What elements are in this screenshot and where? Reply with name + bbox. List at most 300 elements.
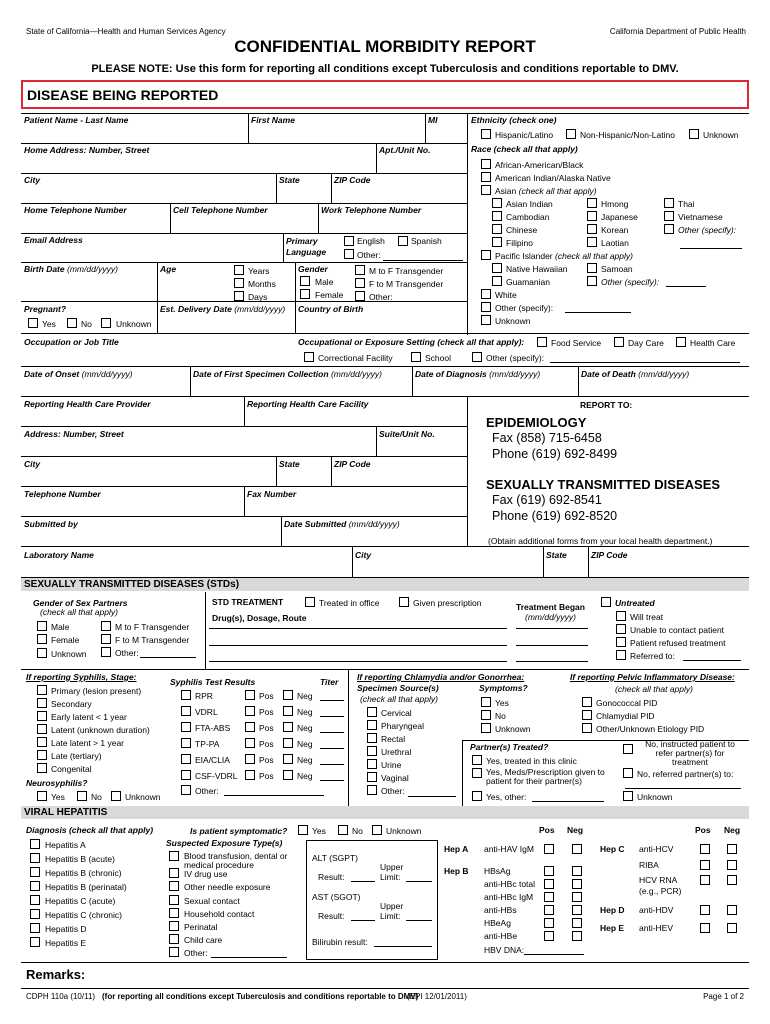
ast-label: AST (SGOT) xyxy=(312,892,361,902)
treatment-began-fmt: (mm/dd/yyyy) xyxy=(525,612,576,622)
date-of-onset: Date of Onset (mm/dd/yyyy) xyxy=(24,369,133,379)
exp-iv-checkbox[interactable] xyxy=(169,868,179,878)
symptoms-unknown-checkbox[interactable] xyxy=(481,723,491,733)
rectal: Rectal xyxy=(381,734,406,744)
exp-iv: IV drug use xyxy=(184,869,228,879)
hep-b-perinatal-checkbox[interactable] xyxy=(30,881,40,891)
referred-checkbox[interactable] xyxy=(616,650,626,660)
anti-hev-pos-checkbox[interactable] xyxy=(700,923,710,933)
race-other: Other (specify): xyxy=(495,303,554,313)
hep-e-checkbox[interactable] xyxy=(30,937,40,947)
samoan: Samoan xyxy=(601,264,633,274)
yes-clinic: Yes, treated in this clinic xyxy=(486,756,577,766)
tp-pa-neg-checkbox[interactable] xyxy=(283,738,293,748)
no-instructed-checkbox[interactable] xyxy=(623,744,633,754)
race-unknown: Unknown xyxy=(495,316,531,326)
given-rx-checkbox[interactable] xyxy=(399,597,409,607)
lab-city: City xyxy=(355,550,372,560)
riba-pos-checkbox[interactable] xyxy=(700,860,710,870)
symptoms-yes: Yes xyxy=(495,698,509,708)
filipino-checkbox[interactable] xyxy=(492,237,502,247)
riba: RIBA xyxy=(639,860,659,870)
native-checkbox[interactable] xyxy=(481,172,491,182)
referred: Referred to: xyxy=(630,651,675,661)
hcv-rna-neg-checkbox[interactable] xyxy=(727,875,737,885)
partner-unknown: Unknown xyxy=(51,649,87,659)
native: American Indian/Alaska Native xyxy=(495,173,611,183)
home-telephone: Home Telephone Number xyxy=(24,205,127,215)
asian-other-checkbox[interactable] xyxy=(664,224,674,234)
occ-school-checkbox[interactable] xyxy=(411,352,421,362)
std-treatment: STD TREATMENT xyxy=(212,597,284,607)
unable-contact: Unable to contact patient xyxy=(630,625,725,635)
hep-c-acute: Hepatitis C (acute) xyxy=(45,896,116,906)
anti-hbe-pos-checkbox[interactable] xyxy=(544,931,554,941)
pacific-checkbox[interactable] xyxy=(481,250,491,260)
gender-partners-note: (check all that apply) xyxy=(40,607,118,617)
anti-hbc-igm-neg-checkbox[interactable] xyxy=(572,892,582,902)
gono-pid-checkbox[interactable] xyxy=(582,697,592,707)
occ-daycare: Day Care xyxy=(628,338,664,348)
hep-a-checkbox[interactable] xyxy=(30,839,40,849)
yes-meds: Yes, Meds/Prescription given to patient for their partner(s) xyxy=(486,767,605,786)
occ-health-checkbox[interactable] xyxy=(676,337,686,347)
eia-clia-neg-checkbox[interactable] xyxy=(283,754,293,764)
hep-d: Hepatitis D xyxy=(45,924,87,934)
treatment-began: Treatment Began xyxy=(516,602,585,612)
ethnicity-unknown-checkbox[interactable] xyxy=(689,129,699,139)
asian-other: Other (specify): xyxy=(678,225,737,235)
hepatitis-section-header: VIRAL HEPATITIS xyxy=(21,806,749,819)
home-address: Home Address: Number, Street xyxy=(24,145,150,155)
symptoms-no: No xyxy=(495,711,506,721)
ethnicity-label: Ethnicity (check one) xyxy=(471,115,557,125)
specimen-note: (check all that apply) xyxy=(360,694,438,704)
no-referred-checkbox[interactable] xyxy=(623,768,633,778)
agency-left: State of California—Health and Human Services Agency xyxy=(26,27,226,36)
epidemiology-phone: Phone (619) 692-8499 xyxy=(492,447,618,461)
exp-other-checkbox[interactable] xyxy=(169,947,179,957)
urine-checkbox[interactable] xyxy=(367,759,377,769)
gono-pid: Gonococcal PID xyxy=(596,698,658,708)
age-days-checkbox[interactable] xyxy=(234,291,244,301)
csf-vdrl-neg-checkbox[interactable] xyxy=(283,770,293,780)
hbeag-neg-checkbox[interactable] xyxy=(572,918,582,928)
gender-male-checkbox[interactable] xyxy=(300,276,310,286)
fta-abs-checkbox[interactable] xyxy=(181,722,191,732)
rpr-pos-checkbox[interactable] xyxy=(245,690,255,700)
age-years-checkbox[interactable] xyxy=(234,265,244,275)
occ-food-checkbox[interactable] xyxy=(537,337,547,347)
provider-telephone: Telephone Number xyxy=(24,489,101,499)
vdrl-neg-checkbox[interactable] xyxy=(283,706,293,716)
std-phone: Phone (619) 692-8520 xyxy=(492,509,618,523)
will-treat-checkbox[interactable] xyxy=(616,611,626,621)
symptoms: Symptoms? xyxy=(479,683,528,693)
exp-needle-checkbox[interactable] xyxy=(169,881,179,891)
anti-hdv-neg-checkbox[interactable] xyxy=(727,905,737,915)
exp-perinatal: Perinatal xyxy=(184,922,218,932)
rectal-checkbox[interactable] xyxy=(367,733,377,743)
symptoms-no-checkbox[interactable] xyxy=(481,710,491,720)
vietnamese-checkbox[interactable] xyxy=(664,211,674,221)
lang-spanish-checkbox[interactable] xyxy=(398,236,408,246)
neuro-no: No xyxy=(91,792,102,802)
refused-checkbox[interactable] xyxy=(616,637,626,647)
japanese-checkbox[interactable] xyxy=(587,211,597,221)
patient-zip: ZIP Code xyxy=(334,175,371,185)
will-treat: Will treat xyxy=(630,612,664,622)
occupational-setting: Occupational or Exposure Setting (check all that apply): xyxy=(298,337,525,347)
hbeag-pos-checkbox[interactable] xyxy=(544,918,554,928)
anti-hav-pos-checkbox[interactable] xyxy=(544,844,554,854)
exp-perinatal-checkbox[interactable] xyxy=(169,921,179,931)
secondary-checkbox[interactable] xyxy=(37,698,47,708)
reporting-provider: Reporting Health Care Provider xyxy=(24,399,151,409)
native-hawaiian-checkbox[interactable] xyxy=(492,263,502,273)
gender-female-checkbox[interactable] xyxy=(300,289,310,299)
other-pid-checkbox[interactable] xyxy=(582,723,592,733)
fta-abs-pos-checkbox[interactable] xyxy=(245,722,255,732)
partner-ftm-checkbox[interactable] xyxy=(101,634,111,644)
syphilis-stage: If reporting Syphilis, Stage: xyxy=(26,672,137,682)
partner-male-checkbox[interactable] xyxy=(37,621,47,631)
rpr-neg-checkbox[interactable] xyxy=(283,690,293,700)
hep-diagnosis: Diagnosis (check all that apply) xyxy=(26,825,154,835)
chlamydia-pid-checkbox[interactable] xyxy=(582,710,592,720)
pid-note: (check all that apply) xyxy=(615,684,693,694)
neuro-unknown-checkbox[interactable] xyxy=(111,791,121,801)
pcr: (e.g., PCR) xyxy=(639,886,682,896)
cambodian: Cambodian xyxy=(506,212,550,222)
submitted-by: Submitted by xyxy=(24,519,78,529)
exp-needle: Other needle exposure xyxy=(184,882,271,892)
cervical-checkbox[interactable] xyxy=(367,707,377,717)
lang-other: Other: xyxy=(357,250,381,260)
yes-meds-checkbox[interactable] xyxy=(472,768,482,778)
tp-pa-pos-checkbox[interactable] xyxy=(245,738,255,748)
hep-e-label: Hep E xyxy=(600,923,625,933)
hbsag-neg-checkbox[interactable] xyxy=(572,866,582,876)
anti-hbc-total-pos-checkbox[interactable] xyxy=(544,879,554,889)
yes-clinic-checkbox[interactable] xyxy=(472,755,482,765)
secondary-stage: Secondary xyxy=(51,699,92,709)
untreated: Untreated xyxy=(615,598,655,608)
primary-checkbox[interactable] xyxy=(37,685,47,695)
chlamydia-pid: Chlamydial PID xyxy=(596,711,655,721)
hispanic: Hispanic/Latino xyxy=(495,130,554,140)
race-other-checkbox[interactable] xyxy=(481,302,491,312)
yes-other-checkbox[interactable] xyxy=(472,791,482,801)
exp-sexual-checkbox[interactable] xyxy=(169,895,179,905)
hep-neg-header-2: Neg xyxy=(724,825,741,835)
patient-state: State xyxy=(279,175,300,185)
gender: Gender xyxy=(298,264,328,274)
symptomatic-no-checkbox[interactable] xyxy=(338,825,348,835)
anti-hdv-pos-checkbox[interactable] xyxy=(700,905,710,915)
ethnicity-unknown: Unknown xyxy=(703,130,739,140)
gender-male: Male xyxy=(315,277,334,287)
vdrl-pos: Pos xyxy=(259,707,274,717)
anti-hcv-pos-checkbox[interactable] xyxy=(700,844,710,854)
fta-abs-neg: Neg xyxy=(297,723,313,733)
age-years: Years xyxy=(248,266,270,276)
urethral-checkbox[interactable] xyxy=(367,746,377,756)
guamanian-checkbox[interactable] xyxy=(492,276,502,286)
provider-zip: ZIP Code xyxy=(334,459,371,469)
pharyngeal-checkbox[interactable] xyxy=(367,720,377,730)
anti-hbc-igm-pos-checkbox[interactable] xyxy=(544,892,554,902)
tp-pa-checkbox[interactable] xyxy=(181,738,191,748)
alt-limit: Limit: xyxy=(380,872,401,882)
age-days: Days xyxy=(248,292,268,302)
remarks: Remarks: xyxy=(26,967,86,982)
asian-checkbox[interactable] xyxy=(481,185,491,195)
eia-clia-test: EIA/CLIA xyxy=(195,755,230,765)
std-title: SEXUALLY TRANSMITTED DISEASES xyxy=(486,477,721,492)
occ-correctional: Correctional Facility xyxy=(318,353,393,363)
reporting-facility: Reporting Health Care Facility xyxy=(247,399,369,409)
hep-b-perinatal: Hepatitis B (perinatal) xyxy=(45,882,127,892)
cambodian-checkbox[interactable] xyxy=(492,211,502,221)
neurosyphilis: Neurosyphilis? xyxy=(26,778,88,788)
korean-checkbox[interactable] xyxy=(587,224,597,234)
hcv-rna-pos-checkbox[interactable] xyxy=(700,875,710,885)
std-section-header: SEXUALLY TRANSMITTED DISEASES (STDs) xyxy=(21,578,749,591)
partner-male: Male xyxy=(51,622,70,632)
age: Age xyxy=(160,264,177,274)
partner-unknown-checkbox[interactable] xyxy=(37,648,47,658)
symptomatic-unknown-checkbox[interactable] xyxy=(372,825,382,835)
african: African-American/Black xyxy=(495,160,584,170)
specimen-other-checkbox[interactable] xyxy=(367,785,377,795)
latent-unknown-checkbox[interactable] xyxy=(37,724,47,734)
rpr-neg: Neg xyxy=(297,691,313,701)
email-address: Email Address xyxy=(24,235,83,245)
hispanic-checkbox[interactable] xyxy=(481,129,491,139)
syphilis-results: Syphilis Test Results xyxy=(170,677,256,687)
vdrl-test: VDRL xyxy=(195,707,218,717)
exposure-type: Suspected Exposure Type(s) xyxy=(166,838,283,848)
country-of-birth: Country of Birth xyxy=(298,304,364,314)
late-tertiary-checkbox[interactable] xyxy=(37,750,47,760)
csf-vdrl-neg: Neg xyxy=(297,771,313,781)
symptoms-yes-checkbox[interactable] xyxy=(481,697,491,707)
gender-ftm-checkbox[interactable] xyxy=(355,278,365,288)
hep-b-acute-checkbox[interactable] xyxy=(30,853,40,863)
drugs-dosage: Drug(s), Dosage, Route xyxy=(212,613,307,623)
eia-clia-checkbox[interactable] xyxy=(181,754,191,764)
yes-other: Yes, other: xyxy=(486,792,527,802)
specimen-other: Other: xyxy=(381,786,405,796)
pid-title: If reporting Pelvic Inflammatory Disease: xyxy=(570,672,735,682)
partners-unknown-checkbox[interactable] xyxy=(623,791,633,801)
treated-office-checkbox[interactable] xyxy=(305,597,315,607)
pacific: Pacific Islander (check all that apply) xyxy=(495,251,633,261)
symptomatic: Is patient symptomatic? xyxy=(190,826,288,836)
korean: Korean xyxy=(601,225,629,235)
no-instructed: No, instructed patient to refer partner(s) for treatment xyxy=(645,739,735,767)
hep-c-acute-checkbox[interactable] xyxy=(30,895,40,905)
samoan-checkbox[interactable] xyxy=(587,263,597,273)
anti-hbe-neg-checkbox[interactable] xyxy=(572,931,582,941)
urethral: Urethral xyxy=(381,747,412,757)
lang-spanish: Spanish xyxy=(411,236,442,246)
rpr-checkbox[interactable] xyxy=(181,690,191,700)
vaginal-checkbox[interactable] xyxy=(367,772,377,782)
neuro-yes: Yes xyxy=(51,792,65,802)
date-of-diagnosis: Date of Diagnosis (mm/dd/yyyy) xyxy=(415,369,541,379)
occ-school: School xyxy=(425,353,451,363)
symptomatic-yes: Yes xyxy=(312,826,326,836)
gender-other-checkbox[interactable] xyxy=(355,291,365,301)
epidemiology-title: EPIDEMIOLOGY xyxy=(486,415,587,430)
hep-e: Hepatitis E xyxy=(45,938,87,948)
lang-other-checkbox[interactable] xyxy=(344,249,354,259)
anti-hbe: anti-HBe xyxy=(484,931,518,941)
exp-childcare: Child care xyxy=(184,935,223,945)
lang-english-checkbox[interactable] xyxy=(344,236,354,246)
report-to: REPORT TO: xyxy=(580,400,633,410)
syph-other: Other: xyxy=(195,786,219,796)
occupation: Occupation or Job Title xyxy=(24,337,119,347)
refused: Patient refused treatment xyxy=(630,638,726,648)
hep-c-chronic-checkbox[interactable] xyxy=(30,909,40,919)
untreated-checkbox[interactable] xyxy=(601,597,611,607)
laotian: Laotian xyxy=(601,238,629,248)
hep-d-checkbox[interactable] xyxy=(30,923,40,933)
african-checkbox[interactable] xyxy=(481,159,491,169)
disease-field[interactable] xyxy=(21,80,749,109)
pregnant: Pregnant? xyxy=(24,304,67,314)
hep-b-chronic-checkbox[interactable] xyxy=(30,867,40,877)
footer-note: (for reporting all conditions except Tuberculosis and conditions reportable to DMV) xyxy=(102,992,419,1001)
guamanian: Guamanian xyxy=(506,277,550,287)
agency-right: California Department of Public Health xyxy=(609,27,746,36)
occ-health: Health Care xyxy=(690,338,736,348)
neuro-no-checkbox[interactable] xyxy=(77,791,87,801)
vdrl-pos-checkbox[interactable] xyxy=(245,706,255,716)
race-unknown-checkbox[interactable] xyxy=(481,315,491,325)
exp-household-checkbox[interactable] xyxy=(169,908,179,918)
provider-suite: Suite/Unit No. xyxy=(379,429,435,439)
partner-other-checkbox[interactable] xyxy=(101,647,111,657)
partner-female-checkbox[interactable] xyxy=(37,634,47,644)
pregnant-no: No xyxy=(81,319,92,329)
asian-indian-checkbox[interactable] xyxy=(492,198,502,208)
epidemiology-fax: Fax (858) 715-6458 xyxy=(492,431,602,445)
csf-vdrl-checkbox[interactable] xyxy=(181,770,191,780)
pregnant-unknown-checkbox[interactable] xyxy=(101,318,111,328)
primary-stage: Primary (lesion present) xyxy=(51,686,142,696)
anti-hbc-total: anti-HBc total xyxy=(484,879,536,889)
tp-pa-neg: Neg xyxy=(297,739,313,749)
occ-other-checkbox[interactable] xyxy=(472,352,482,362)
occ-correctional-checkbox[interactable] xyxy=(304,352,314,362)
pregnant-no-checkbox[interactable] xyxy=(67,318,77,328)
urine: Urine xyxy=(381,760,402,770)
anti-hbc-total-neg-checkbox[interactable] xyxy=(572,879,582,889)
date-first-specimen: Date of First Specimen Collection (mm/dd/yyyy) xyxy=(193,369,382,379)
partner-mtf-checkbox[interactable] xyxy=(101,621,111,631)
thai: Thai xyxy=(678,199,695,209)
symptoms-unknown: Unknown xyxy=(495,724,531,734)
syph-other-checkbox[interactable] xyxy=(181,785,191,795)
hep-c-label: Hep C xyxy=(600,844,625,854)
occ-daycare-checkbox[interactable] xyxy=(614,337,624,347)
age-months-checkbox[interactable] xyxy=(234,278,244,288)
laotian-checkbox[interactable] xyxy=(587,237,597,247)
ast-result: Result: xyxy=(318,911,345,921)
pregnant-unknown: Unknown xyxy=(116,319,152,329)
pacific-other-checkbox[interactable] xyxy=(587,276,597,286)
hmong-checkbox[interactable] xyxy=(587,198,597,208)
early-latent-checkbox[interactable] xyxy=(37,711,47,721)
early-latent: Early latent < 1 year xyxy=(51,712,127,722)
partner-mtf: M to F Transgender xyxy=(115,622,190,632)
non-hispanic-checkbox[interactable] xyxy=(566,129,576,139)
filipino: Filipino xyxy=(506,238,533,248)
anti-hdv: anti-HDV xyxy=(639,905,674,915)
primary-language: Primary Language xyxy=(286,236,327,257)
hep-b-chronic: Hepatitis B (chronic) xyxy=(45,868,122,878)
anti-hbs-neg-checkbox[interactable] xyxy=(572,905,582,915)
anti-hev-neg-checkbox[interactable] xyxy=(727,923,737,933)
fta-abs-pos: Pos xyxy=(259,723,274,733)
csf-vdrl-pos-checkbox[interactable] xyxy=(245,770,255,780)
hbsag-pos-checkbox[interactable] xyxy=(544,866,554,876)
fta-abs-neg-checkbox[interactable] xyxy=(283,722,293,732)
neuro-yes-checkbox[interactable] xyxy=(37,791,47,801)
lab-state: State xyxy=(546,550,567,560)
chlamydia-title: If reporting Chlamydia and/or Gonorrhea: xyxy=(357,672,525,682)
gender-ftm: F to M Transgender xyxy=(369,279,444,289)
white-checkbox[interactable] xyxy=(481,289,491,299)
hep-d-label: Hep D xyxy=(600,905,625,915)
partner-other: Other: xyxy=(115,648,139,658)
thai-checkbox[interactable] xyxy=(664,198,674,208)
patient-mi: MI xyxy=(428,115,438,125)
cervical: Cervical xyxy=(381,708,412,718)
unable-contact-checkbox[interactable] xyxy=(616,624,626,634)
exp-childcare-checkbox[interactable] xyxy=(169,934,179,944)
other-pid: Other/Unknown Etiology PID xyxy=(596,724,705,734)
congenital-checkbox[interactable] xyxy=(37,763,47,773)
rpr-test: RPR xyxy=(195,691,213,701)
symptomatic-yes-checkbox[interactable] xyxy=(298,825,308,835)
vdrl-checkbox[interactable] xyxy=(181,706,191,716)
gender-mtf-checkbox[interactable] xyxy=(355,265,365,275)
chinese-checkbox[interactable] xyxy=(492,224,502,234)
anti-hcv-neg-checkbox[interactable] xyxy=(727,844,737,854)
riba-neg-checkbox[interactable] xyxy=(727,860,737,870)
anti-hbs-pos-checkbox[interactable] xyxy=(544,905,554,915)
exp-blood-checkbox[interactable] xyxy=(169,851,179,861)
late-latent-checkbox[interactable] xyxy=(37,737,47,747)
patient-last-name: Patient Name - Last Name xyxy=(24,115,129,125)
gender-partners: Gender of Sex Partners xyxy=(33,598,128,608)
pregnant-yes-checkbox[interactable] xyxy=(28,318,38,328)
std-fax: Fax (619) 692-8541 xyxy=(492,493,602,507)
provider-city: City xyxy=(24,459,41,469)
congenital: Congenital xyxy=(51,764,92,774)
provider-state: State xyxy=(279,459,300,469)
white: White xyxy=(495,290,517,300)
est-delivery-date: Est. Delivery Date (mm/dd/yyyy) xyxy=(160,304,286,314)
eia-clia-pos-checkbox[interactable] xyxy=(245,754,255,764)
hep-pos-header-2: Pos xyxy=(695,825,711,835)
anti-hav-neg-checkbox[interactable] xyxy=(572,844,582,854)
